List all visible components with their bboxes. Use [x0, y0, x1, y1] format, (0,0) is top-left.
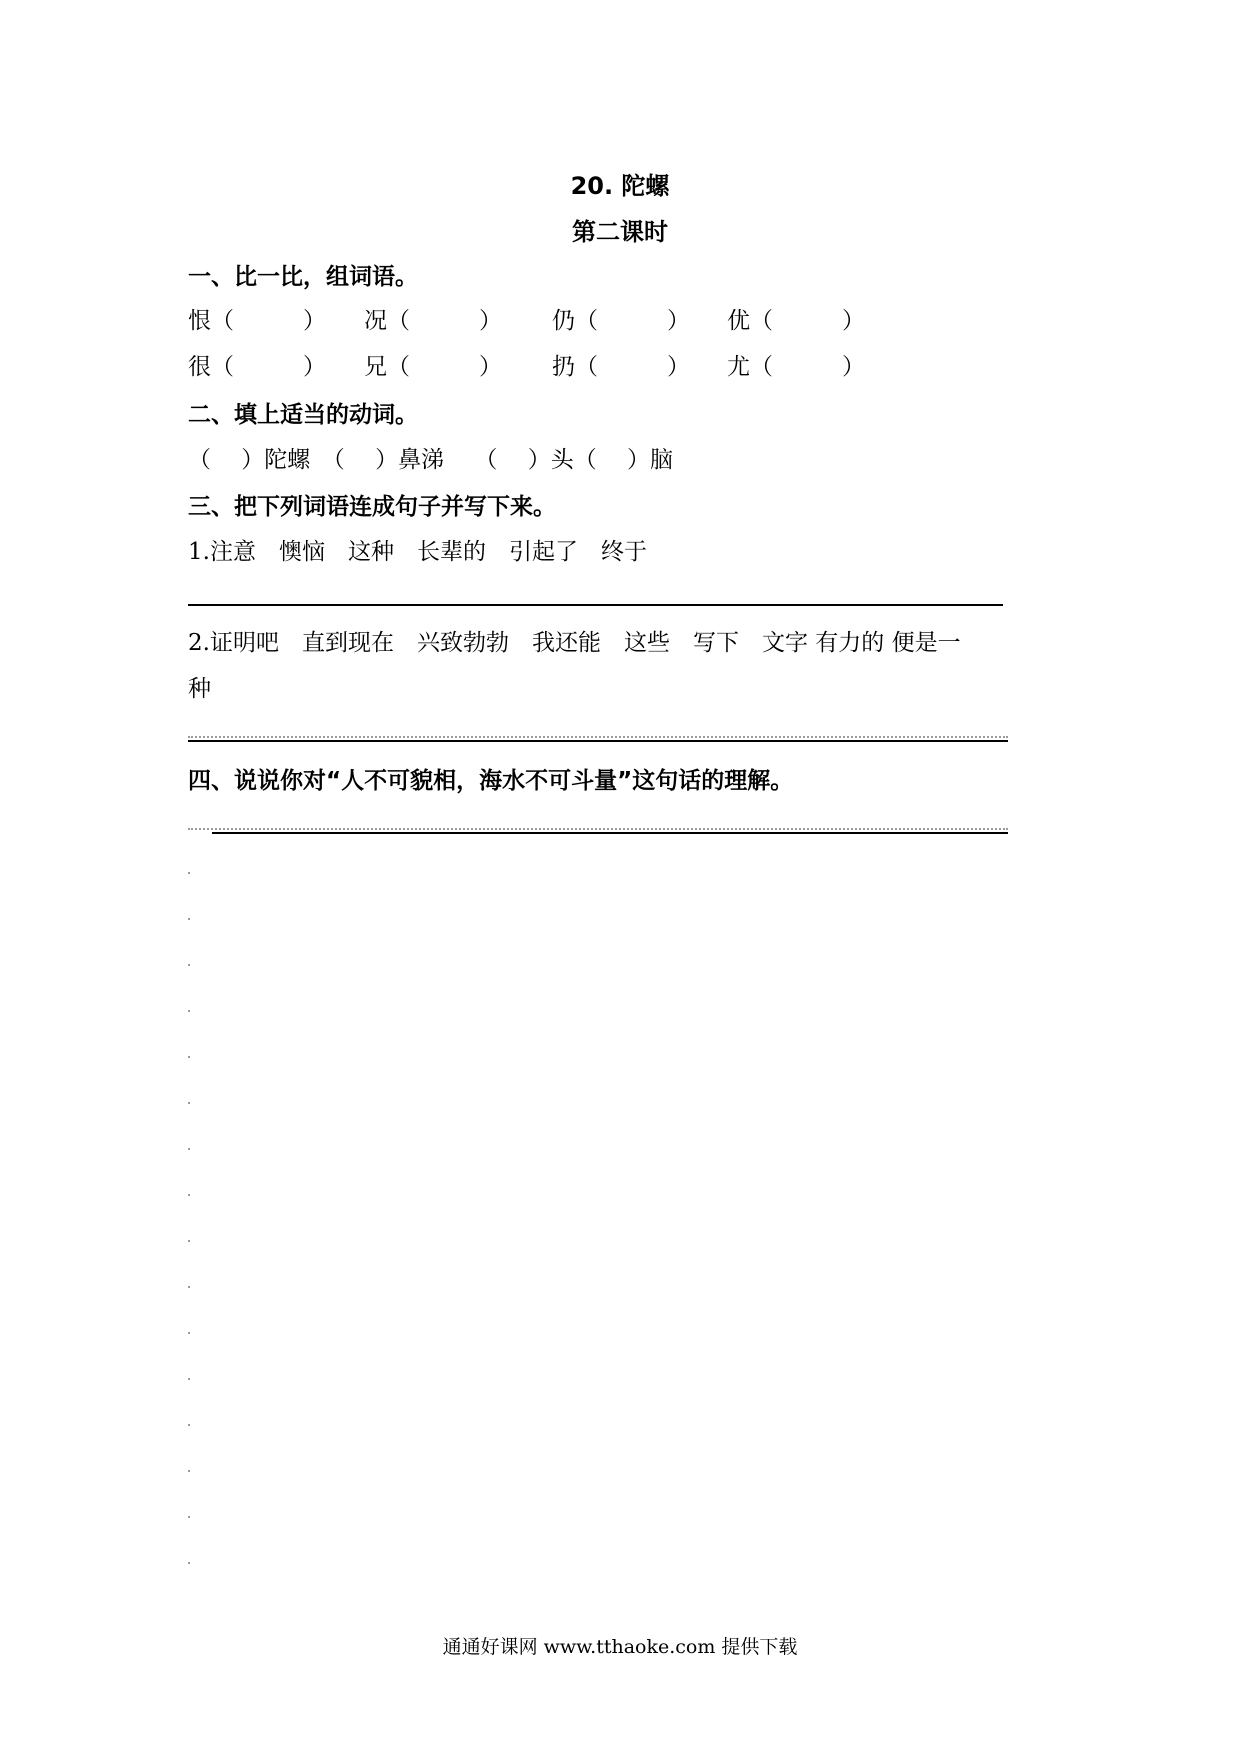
section-3-heading: 三、把下列词语连成句子并写下来。: [188, 494, 556, 520]
paragraph-mark: [188, 1378, 190, 1380]
section-1-heading: 一、比一比，组词语。: [188, 264, 418, 290]
paragraph-mark: [188, 1424, 190, 1426]
page-footer: 通通好课网 www.tthaoke.com 提供下载: [442, 1636, 798, 1658]
paragraph-mark: [188, 1148, 190, 1150]
paragraph-mark: [188, 1194, 190, 1196]
paragraph-mark: [188, 872, 190, 874]
word-pair-item: 优（ ）: [727, 308, 865, 334]
question-1-words: 1.注意 懊恼 这种 长辈的 引起了 终于: [188, 539, 647, 565]
answer-line-1: [188, 604, 1003, 606]
paragraph-mark: [188, 1056, 190, 1058]
paragraph-mark: [188, 1332, 190, 1334]
paragraph-mark: [188, 918, 190, 920]
paragraph-mark: [188, 1516, 190, 1518]
word-pair-item: 仍（ ）: [552, 308, 690, 334]
paragraph-mark: [188, 1240, 190, 1242]
word-pair-item: 尤（ ）: [727, 354, 865, 380]
word-pair-item: 恨（ ）: [188, 308, 326, 334]
paragraph-mark: [188, 1010, 190, 1012]
question-2-words-line-1: 2.证明吧 直到现在 兴致勃勃 我还能 这些 写下 文字 有力的 便是一: [188, 630, 961, 656]
page-title: 20. 陀螺: [570, 172, 670, 200]
answer-line-2: [188, 740, 1008, 742]
word-pair-item: 况（ ）: [364, 308, 502, 334]
section-4-heading: 四、说说你对“人不可貌相，海水不可斗量”这句话的理解。: [188, 768, 794, 794]
answer-line-3: [212, 832, 1008, 834]
paragraph-mark: [188, 1470, 190, 1472]
word-pair-item: 扔（ ）: [552, 354, 690, 380]
paragraph-mark: [188, 964, 190, 966]
paragraph-mark: [188, 1102, 190, 1104]
answer-guide-dots-2: [188, 736, 1008, 738]
word-pair-item: 很（ ）: [188, 354, 326, 380]
word-pair-item: 兄（ ）: [364, 354, 502, 380]
page-subtitle: 第二课时: [572, 218, 668, 246]
answer-guide-dots-3: [188, 828, 1008, 830]
question-2-words-line-2: 种: [188, 676, 211, 702]
paragraph-mark: [188, 1286, 190, 1288]
paragraph-mark: [188, 1562, 190, 1564]
section-2-heading: 二、填上适当的动词。: [188, 402, 418, 428]
verb-fill-line: （ ）陀螺 （ ）鼻涕 （ ）头（ ）脑: [188, 447, 674, 473]
